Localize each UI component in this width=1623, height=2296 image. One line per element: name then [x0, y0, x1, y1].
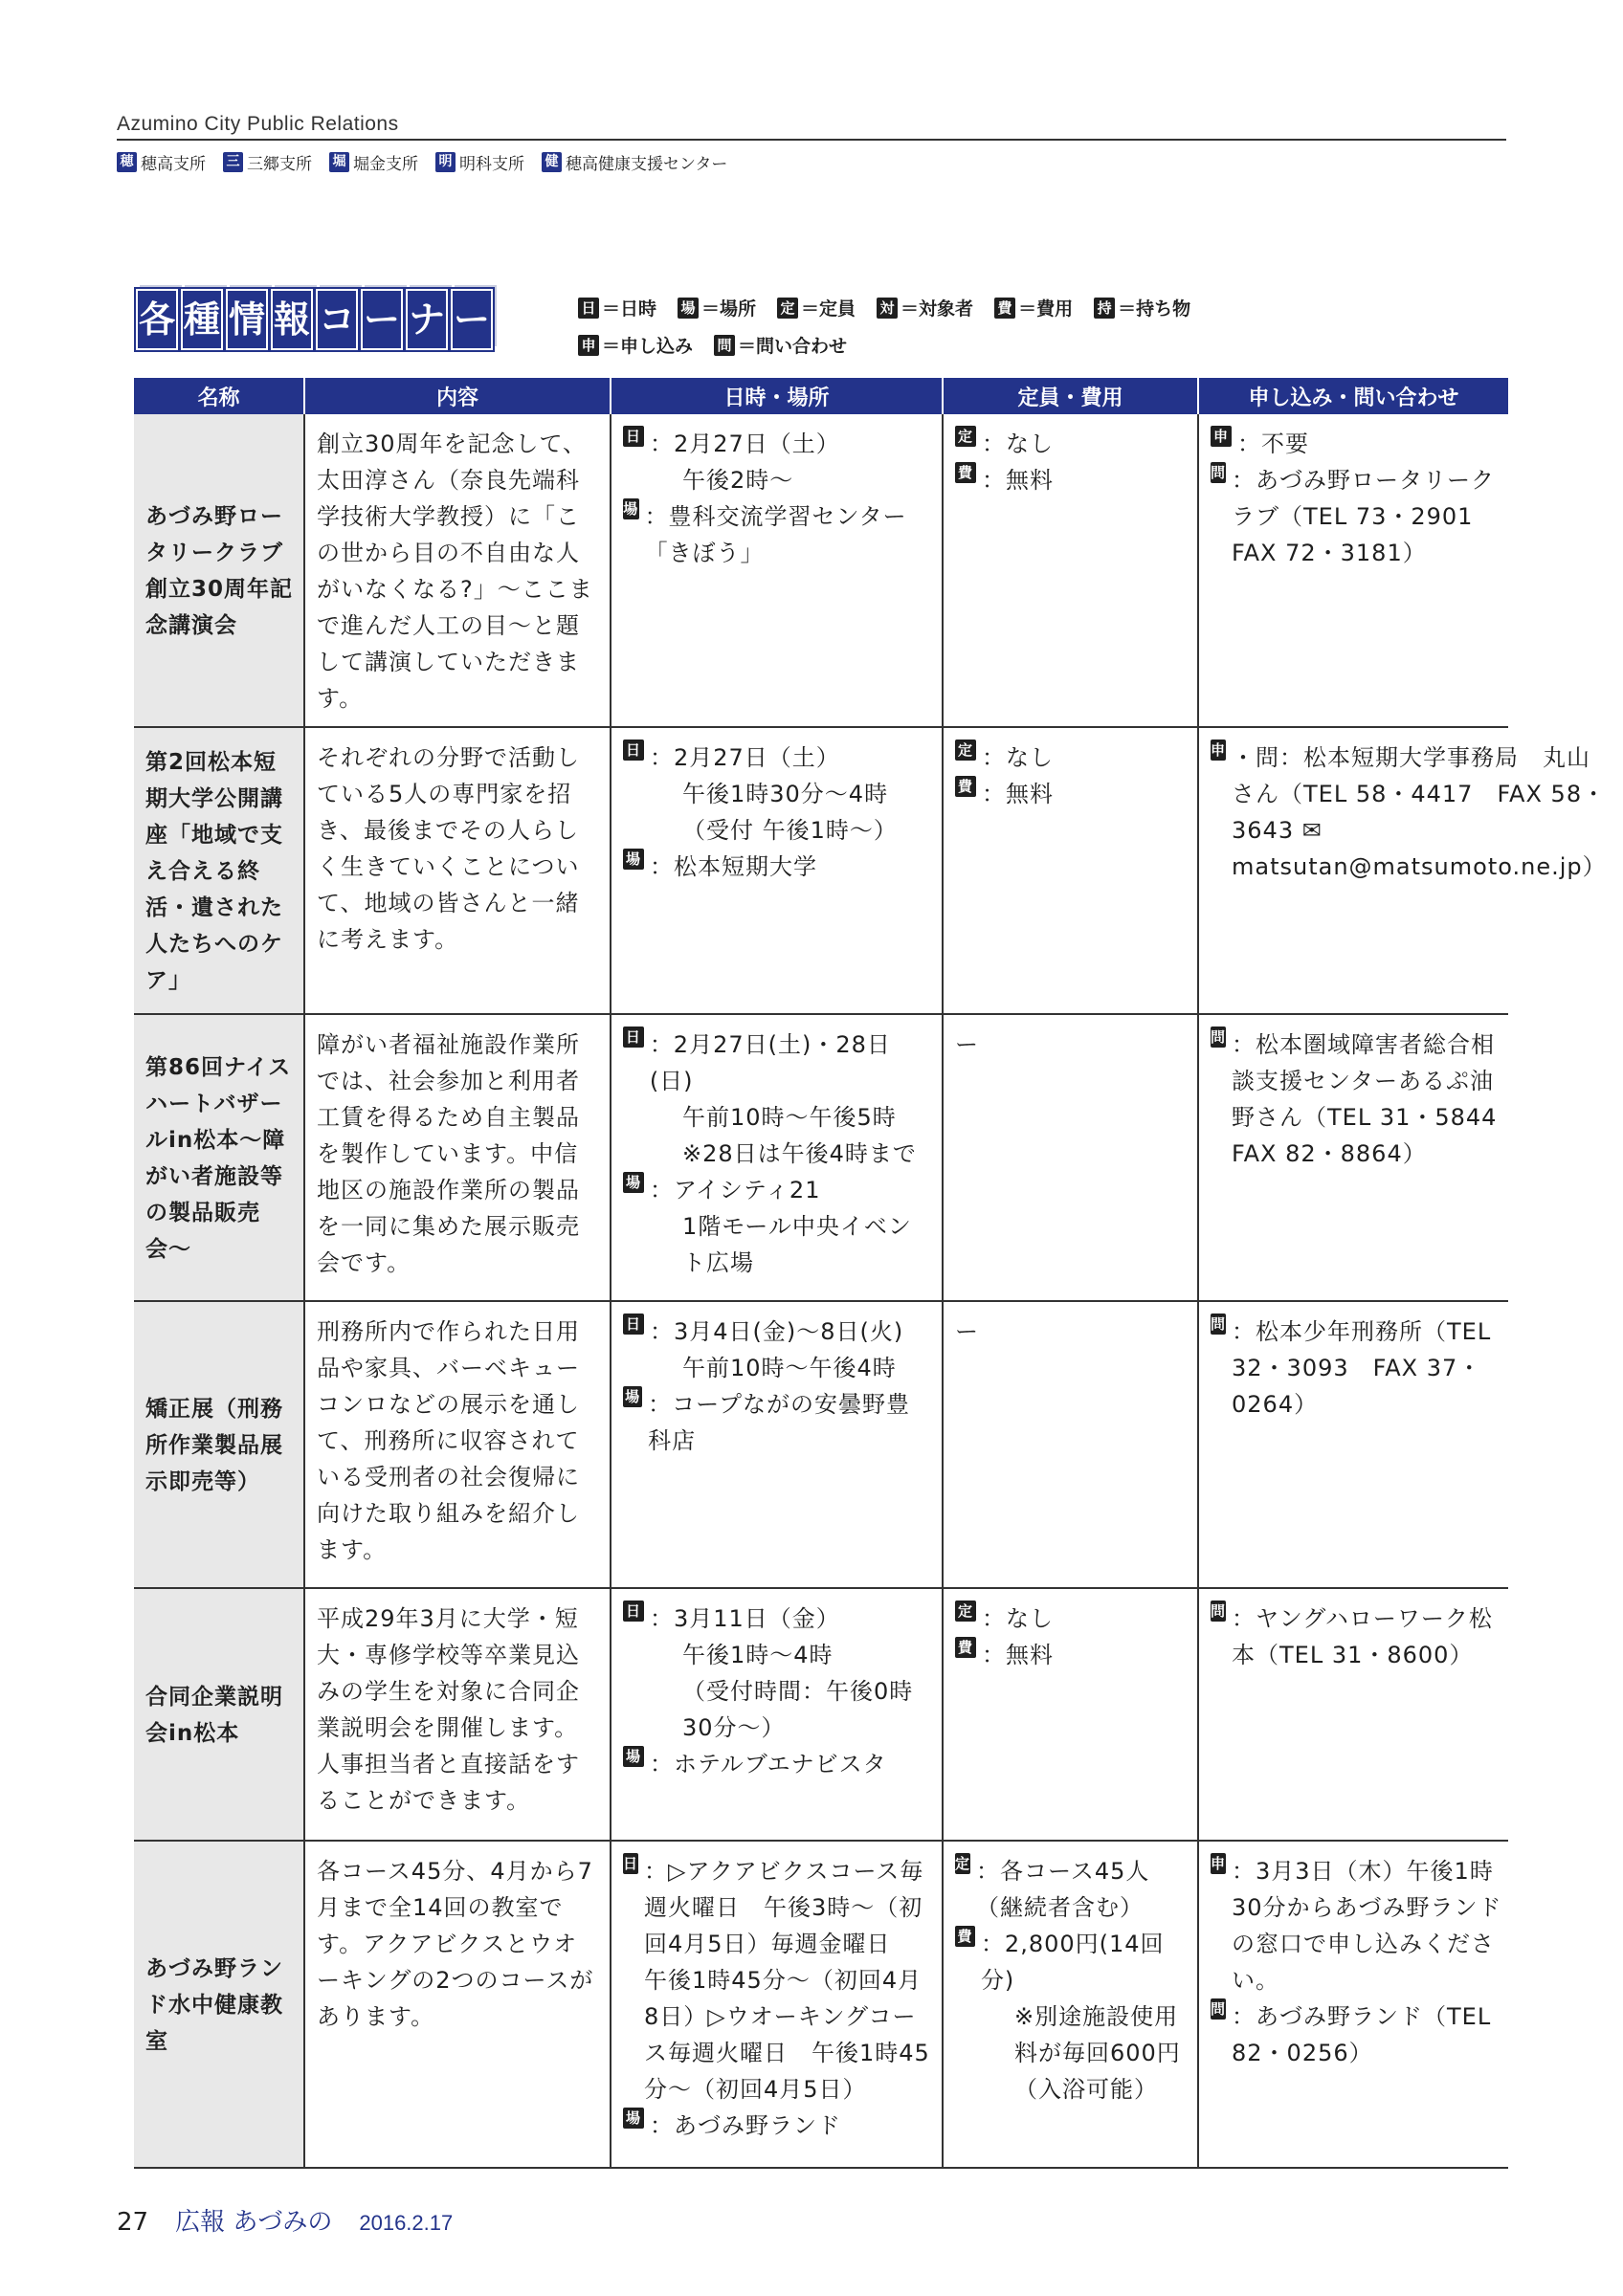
legend-row: [578, 332, 1190, 358]
legend-key: 日: [578, 298, 599, 319]
table-row: [134, 727, 1508, 1014]
info-text: ：ホテルブエナビスタ: [650, 1751, 887, 1777]
title-tile: ー: [361, 289, 403, 350]
info-line: [1211, 1314, 1508, 1423]
info-line: [955, 1637, 1188, 1673]
symbol-key: 問: [1211, 1315, 1227, 1333]
column-header-contact: 申し込み・問い合わせ: [1198, 378, 1508, 414]
info-line: [623, 1027, 932, 1099]
info-line: [623, 462, 932, 498]
event-content-cell: それぞれの分野で活動している5人の専門家を招き、最後までその人らしく生きていくことについて、地域の皆さんと一緒に考えます。: [304, 727, 611, 1014]
publication-name: 広報 あづみの: [175, 2208, 333, 2237]
info-line: [623, 1673, 932, 1746]
column-header-content: 内容: [304, 378, 611, 414]
info-line: [623, 740, 932, 776]
office-badge: 健: [542, 152, 562, 172]
symbol-key: 日: [623, 426, 644, 447]
event-capacity-cell: [943, 1841, 1198, 2168]
symbol-key: 場: [623, 1172, 644, 1193]
symbol-key: 日: [623, 1855, 639, 1872]
legend-key: 問: [714, 335, 735, 356]
title-tile: ー: [451, 289, 493, 350]
table-row: [134, 1841, 1508, 2168]
column-header-name: 名称: [134, 378, 304, 414]
info-line: [623, 1853, 932, 2108]
table-body: [134, 414, 1607, 2168]
info-line: [623, 498, 932, 571]
info-text: ：なし: [982, 744, 1054, 771]
table-row: [134, 1014, 1508, 1301]
office-akashina: [435, 150, 524, 174]
symbol-key: 日: [623, 1314, 644, 1335]
info-text: 午後2時〜: [682, 467, 794, 494]
column-header-capacity: 定員・費用: [943, 378, 1198, 414]
info-line: [623, 1314, 932, 1350]
info-line: [955, 1853, 1188, 1926]
info-text: 午前10時〜午後4時: [682, 1355, 897, 1381]
info-line: [623, 1746, 932, 1782]
event-schedule-cell: [611, 1841, 943, 2168]
symbol-key: 問: [1211, 1028, 1227, 1046]
info-text: ：松本少年刑務所（TEL 32・3093 FAX 37・0264）: [1232, 1318, 1492, 1418]
legend-key: 持: [1094, 298, 1115, 319]
info-text: ：松本短期大学: [650, 853, 817, 880]
title-tile: 報: [271, 289, 313, 350]
legend-key: 場: [678, 298, 699, 319]
symbol-key: 場: [623, 849, 644, 870]
event-content-cell: 各コース45分、4月から7月まで全14回の教室です。アクアビクスとウオーキングの2つのコースがあります。: [304, 1841, 611, 2168]
event-name-cell: 合同企業説明会in松本: [134, 1588, 304, 1841]
office-badge: 三: [223, 152, 243, 172]
info-line: [623, 776, 932, 812]
office-badge: 堀: [329, 152, 349, 172]
legend-text: ＝問い合わせ: [738, 336, 848, 357]
symbol-key: 定: [955, 1855, 971, 1872]
info-line: [1211, 1853, 1508, 1998]
legend-row: [578, 295, 1190, 320]
publication-header-title: Azumino City Public Relations: [117, 113, 399, 135]
info-line: [623, 849, 932, 885]
office-label: 穂高支所: [141, 155, 206, 174]
info-text: ：不要: [1237, 430, 1309, 457]
event-contact-cell: [1198, 1588, 1508, 1841]
symbol-key: 費: [955, 776, 976, 797]
event-contact-cell: [1198, 1301, 1508, 1588]
event-capacity-cell: [943, 1301, 1198, 1588]
table-header-row: [134, 378, 1508, 414]
column-header-schedule: 日時・場所: [611, 378, 943, 414]
event-schedule-cell: [611, 1301, 943, 1588]
info-text: ：3月3日（木）午後1時30分からあづみ野ランドの窓口で申し込みください。: [1232, 1858, 1502, 1994]
symbol-key: 日: [623, 1601, 644, 1622]
info-text: ：なし: [982, 1605, 1054, 1632]
office-misato: [223, 150, 312, 174]
info-text: ：2月27日（土）: [650, 744, 840, 771]
info-text: 午後1時〜4時: [682, 1642, 834, 1668]
info-line: [623, 1099, 932, 1136]
event-contact-cell: [1198, 1841, 1508, 2168]
legend-text: ＝日時: [602, 298, 657, 320]
info-text: ：▷アクアビクスコース毎週火曜日 午後3時〜（初回4月5日）毎週金曜日 午後1時45分〜（初回4月8日）▷ウオーキングコース毎週火曜日 午後1時45分〜（初回4月5日）: [644, 1858, 930, 2103]
legend-text: ＝費用: [1018, 298, 1074, 320]
event-content-cell: 創立30周年を記念して、太田淳さん（奈良先端科学技術大学教授）に「この世から目の不自由な人がいなくなる?」〜ここまで進んだ人工の目〜と題して講演していただきます。: [304, 414, 611, 727]
info-line: [955, 426, 1188, 462]
info-text: ：無料: [982, 1642, 1054, 1668]
event-capacity-cell: [943, 414, 1198, 727]
legend-key: 費: [994, 298, 1015, 319]
info-line: [1211, 1601, 1508, 1673]
info-text: ：各コース45人（継続者含む）: [976, 1858, 1150, 1921]
office-label: 穂高健康支援センター: [566, 155, 728, 174]
info-text: ー: [955, 1031, 979, 1058]
title-tile: ナ: [406, 289, 448, 350]
title-tile: コ: [316, 289, 358, 350]
info-line: [1211, 462, 1508, 571]
info-line: [955, 1998, 1188, 2108]
legend-item: [1094, 295, 1190, 320]
legend-text: ＝申し込み: [602, 336, 694, 357]
symbol-key: 申: [1211, 426, 1232, 447]
info-line: [955, 1926, 1188, 1998]
info-text: ：あづみ野ランド: [650, 2112, 841, 2139]
info-text: （受付時間：午後0時30分〜）: [682, 1678, 914, 1741]
info-text: ー: [955, 1318, 979, 1345]
events-table: [134, 378, 1607, 2169]
office-health-center: [542, 150, 727, 174]
page-footer: [117, 2202, 453, 2238]
office-badge: 穂: [117, 152, 137, 172]
legend-key: 申: [578, 335, 599, 356]
info-text: 午前10時〜午後5時: [682, 1104, 897, 1131]
info-line: [623, 1208, 932, 1281]
info-line: [955, 1027, 1188, 1063]
info-line: [623, 1601, 932, 1637]
event-schedule-cell: [611, 414, 943, 727]
info-line: [623, 1136, 932, 1172]
info-line: [1211, 1998, 1508, 2071]
info-line: [955, 776, 1188, 812]
legend-item: [578, 295, 656, 320]
symbol-key: 日: [623, 1027, 644, 1048]
symbol-key: 定: [955, 1601, 976, 1622]
symbol-key: 問: [1211, 1602, 1227, 1620]
info-line: [1211, 740, 1607, 885]
table-row: [134, 1588, 1508, 1841]
info-line: [623, 1386, 932, 1459]
legend-key: 定: [777, 298, 798, 319]
info-text: ：あづみ野ランド（TEL 82・0256）: [1232, 2003, 1492, 2066]
office-label: 三郷支所: [247, 155, 312, 174]
info-text: ・問：松本短期大学事務局 丸山さん（TEL 58・4417 FAX 58・3643 ✉ matsutan@matsumoto.ne.jp）: [1232, 744, 1607, 880]
info-line: [623, 2108, 932, 2144]
info-text: 午後1時30分〜4時: [682, 781, 889, 807]
legend-text: ＝持ち物: [1118, 298, 1191, 320]
symbol-key: 場: [623, 2108, 644, 2129]
event-name-cell: あづみ野ロータリークラブ創立30周年記念講演会: [134, 414, 304, 727]
title-tile: 種: [181, 289, 223, 350]
symbol-key: 費: [955, 1926, 975, 1947]
info-text: （受付 午後1時〜）: [682, 817, 898, 844]
symbol-key: 問: [1211, 464, 1227, 481]
table-row: [134, 1301, 1508, 1588]
legend-text: ＝定員: [801, 298, 856, 320]
info-text: ：3月11日（金）: [650, 1605, 840, 1632]
info-text: ：コープながの安曇野豊科店: [648, 1391, 910, 1454]
event-capacity-cell: [943, 727, 1198, 1014]
legend-item: [777, 295, 856, 320]
info-line: [1211, 426, 1508, 462]
symbol-key: 定: [955, 740, 976, 761]
title-tile: 情: [226, 289, 268, 350]
info-line: [623, 812, 932, 849]
symbol-key: 定: [955, 426, 976, 447]
title-tile: 各: [136, 289, 178, 350]
legend-item: [714, 332, 847, 358]
info-line: [955, 1314, 1188, 1350]
info-text: ：ヤングハローワーク松本（TEL 31・8600）: [1232, 1605, 1493, 1668]
event-contact-cell: [1198, 727, 1607, 1014]
info-line: [955, 740, 1188, 776]
info-text: ：松本圏域障害者総合相談支援センターあるぷ油野さん（TEL 31・5844 FAX 82・8864）: [1232, 1031, 1522, 1167]
symbol-key: 場: [623, 500, 639, 518]
symbol-key: 費: [955, 462, 976, 483]
event-content-cell: 障がい者福祉施設作業所では、社会参加と利用者工賃を得るため自主製品を製作しています。中信地区の施設作業所の製品を一同に集めた展示販売会です。: [304, 1014, 611, 1301]
symbol-key: 申: [1211, 741, 1227, 759]
event-capacity-cell: [943, 1588, 1198, 1841]
symbol-key: 費: [955, 1637, 976, 1658]
office-hotaka: [117, 150, 206, 174]
info-text: ：なし: [982, 430, 1054, 457]
publication-date: 2016.2.17: [359, 2211, 454, 2235]
header-divider: [117, 139, 1506, 141]
info-text: ：2,800円(14回分): [980, 1931, 1165, 1994]
symbol-key: 問: [1211, 2000, 1227, 2018]
office-legend: [117, 150, 727, 174]
symbol-key: 場: [623, 1746, 644, 1767]
info-text: ：あづみ野ロータリークラブ（TEL 73・2901 FAX 72・3181）: [1232, 467, 1496, 566]
symbol-legend: [578, 295, 1190, 369]
info-text: 1階モール中央イベント広場: [682, 1213, 912, 1276]
event-content-cell: 刑務所内で作られた日用品や家具、バーベキューコンロなどの展示を通して、刑務所に収容されている受刑者の社会復帰に向けた取り組みを紹介します。: [304, 1301, 611, 1588]
legend-item: [994, 295, 1073, 320]
event-schedule-cell: [611, 1014, 943, 1301]
info-text: ：無料: [982, 781, 1054, 807]
legend-item: [877, 295, 973, 320]
event-name-cell: 第86回ナイスハートバザールin松本〜障がい者施設等の製品販売会〜: [134, 1014, 304, 1301]
info-line: [623, 1637, 932, 1673]
event-name-cell: あづみ野ランド水中健康教室: [134, 1841, 304, 2168]
info-text: ：アイシティ21: [650, 1177, 821, 1203]
info-text: ：豊科交流学習センター「きぼう」: [644, 503, 907, 566]
event-schedule-cell: [611, 727, 943, 1014]
legend-item: [678, 295, 756, 320]
info-text: ：2月27日（土）: [650, 430, 840, 457]
info-text: ※別途施設使用料が毎回600円（入浴可能）: [1014, 2003, 1181, 2103]
info-text: ※28日は午後4時まで: [682, 1140, 917, 1167]
event-content-cell: 平成29年3月に大学・短大・専修学校等卒業見込みの学生を対象に合同企業説明会を開催します。人事担当者と直接話をすることができます。: [304, 1588, 611, 1841]
event-capacity-cell: [943, 1014, 1198, 1301]
event-name-cell: 第2回松本短期大学公開講座「地域で支え合える終活・遺された人たちへのケア」: [134, 727, 304, 1014]
info-line: [623, 1350, 932, 1386]
info-text: ：2月27日(土)・28日(日): [649, 1031, 891, 1094]
event-name-cell: 矯正展（刑務所作業製品展示即売等）: [134, 1301, 304, 1588]
office-label: 堀金支所: [353, 155, 418, 174]
info-line: [955, 1601, 1188, 1637]
legend-text: ＝場所: [701, 298, 757, 320]
info-line: [623, 1172, 932, 1208]
section-title-tiles: [136, 289, 496, 350]
office-label: 明科支所: [459, 155, 524, 174]
symbol-key: 場: [623, 1386, 642, 1407]
info-line: [955, 462, 1188, 498]
office-badge: 明: [435, 152, 456, 172]
event-contact-cell: [1198, 414, 1508, 727]
page-number: 27: [117, 2208, 149, 2237]
info-text: ：無料: [982, 467, 1054, 494]
table-row: [134, 414, 1508, 727]
symbol-key: 日: [623, 740, 644, 761]
legend-text: ＝対象者: [900, 298, 974, 320]
event-schedule-cell: [611, 1588, 943, 1841]
info-line: [623, 426, 932, 462]
symbol-key: 申: [1211, 1855, 1227, 1872]
info-line: [1211, 1027, 1522, 1172]
info-text: ：3月4日(金)〜8日(火): [650, 1318, 904, 1345]
legend-item: [578, 332, 693, 358]
legend-key: 対: [877, 298, 898, 319]
office-horigane: [329, 150, 418, 174]
event-contact-cell: [1198, 1014, 1522, 1301]
